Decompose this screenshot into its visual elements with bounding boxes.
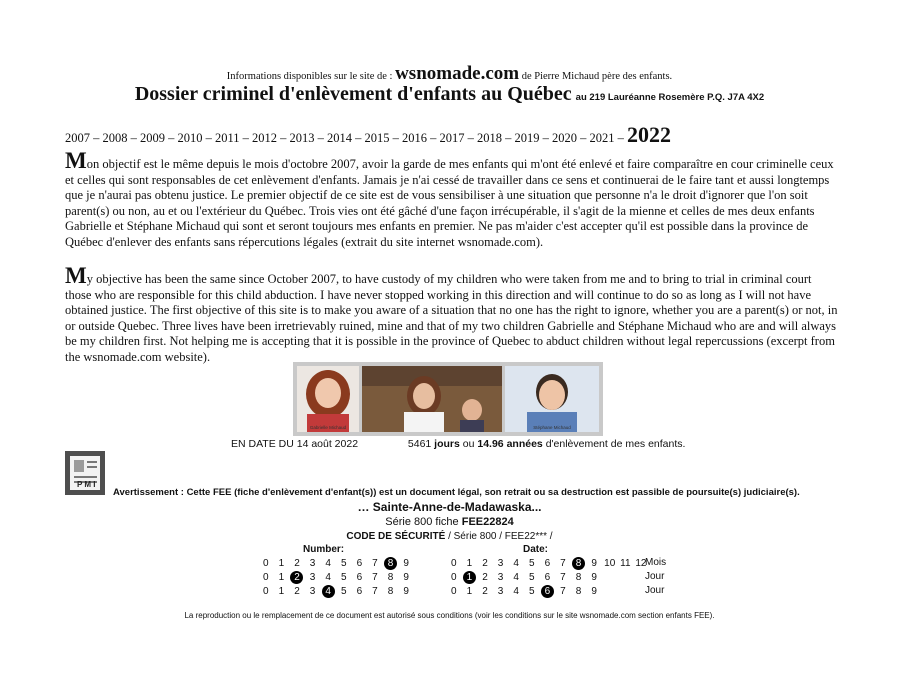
digit: 1 <box>278 558 285 569</box>
digit: 8 <box>387 572 394 583</box>
girl-portrait-image <box>297 366 359 432</box>
current-year: 2022 <box>627 122 672 147</box>
town-name: … Sainte-Anne-de-Madawaska... <box>357 500 542 514</box>
digit: 9 <box>591 558 597 569</box>
digit: 5 <box>528 586 535 597</box>
digit: 0 <box>451 558 457 569</box>
digit: 3 <box>309 558 316 569</box>
group-photo-image <box>362 366 502 432</box>
document-title <box>0 83 899 106</box>
security-code-line <box>0 531 899 542</box>
digit: 3 <box>497 572 504 583</box>
photo-stephane <box>505 366 599 432</box>
security-rest: / Série 800 / FEE22*** / <box>448 531 553 542</box>
digit-row <box>446 571 602 584</box>
selected-digit: 6 <box>541 585 554 598</box>
digit: 1 <box>466 586 473 597</box>
digit: 8 <box>575 586 582 597</box>
legal-warning: Avertissement : Cette FEE (fiche d'enlèvement d'enfant(s)) est un document légal, son retrait ou sa destruction est passible de poursuite(s) judiciaire(s). <box>113 487 800 498</box>
digit: 7 <box>560 572 566 583</box>
selected-digit: 4 <box>322 585 335 598</box>
digit: 10 <box>604 558 616 569</box>
digit: 2 <box>482 558 488 569</box>
years-line <box>65 122 671 148</box>
years-list: 2007 – 2008 – 2009 – 2010 – 2011 – 2012 – 2013 – 2014 – 2015 – 2016 – 2017 – 2018 – 2019 – 2020 – 2021 – <box>65 131 624 145</box>
digit: 12 <box>635 558 647 569</box>
days-count: 5461 <box>407 438 432 450</box>
digit: 9 <box>403 572 409 583</box>
site-link[interactable]: wsnomade.com <box>395 63 520 84</box>
digit: 1 <box>278 572 285 583</box>
date-label: EN DATE DU 14 août 2022 <box>231 438 359 450</box>
abduction-duration-line <box>231 438 685 450</box>
caption-stephane: Stéphane Michaud <box>533 425 571 430</box>
intro-before: Informations disponibles sur le site de : <box>226 71 393 82</box>
number-label: Number: <box>303 544 345 555</box>
serie-line <box>0 516 899 528</box>
digit: 9 <box>403 558 409 569</box>
digit: 8 <box>387 586 394 597</box>
digit-row <box>258 571 414 584</box>
children-photo-strip <box>293 362 603 436</box>
digit: 6 <box>356 558 363 569</box>
photo-gabrielle <box>297 366 359 432</box>
digit: 3 <box>309 586 316 597</box>
digit: 7 <box>372 572 378 583</box>
digit-row <box>258 557 414 570</box>
digit: 4 <box>513 586 519 597</box>
paragraph-text: y objective has been the same since October 2007, to have custody of my children who were taken from me and to bring to trial in criminal court those who are responsible for this child abduction. I have never stopped working in this direction and will continue to do so as long as I will not have obtained justice. The first objective of this site is to make you aware of a situation that no one has the right to ignore, whether you are a parent(s) or not, in or outside Quebec. Three lives have been irretrievably ruined, mine and that of my two children Gabrielle and Stéphane Michaud who are and will always be my children first. Not helping me is accepting that it is possible in the province of Quebec to abduct children without legal repercussions (excerpt from the wsnomade.com website). <box>65 272 838 364</box>
digit: 4 <box>325 558 331 569</box>
security-label: CODE DE SÉCURITÉ <box>346 531 446 542</box>
drop-cap: M <box>65 148 87 173</box>
english-paragraph <box>65 263 840 366</box>
digit: 5 <box>528 558 535 569</box>
footer-note: La reproduction ou le remplacement de ce document est autorisé sous conditions (voir les conditions sur le site wsnomade.com section enfants FEE). <box>184 611 715 620</box>
digit: 9 <box>591 572 597 583</box>
digit: 8 <box>575 572 582 583</box>
caption-gabrielle: Gabrielle Michaud <box>309 425 347 430</box>
digit: 3 <box>497 558 504 569</box>
digit-row <box>446 557 649 570</box>
digit: 5 <box>340 572 347 583</box>
digit: 4 <box>325 572 331 583</box>
digit: 0 <box>263 558 269 569</box>
selected-digit: 1 <box>463 571 476 584</box>
serie-prefix: Série 800 fiche <box>385 516 459 528</box>
selected-digit: 8 <box>572 557 585 570</box>
digit: 3 <box>497 586 504 597</box>
drop-cap: M <box>65 263 87 288</box>
fee-logo <box>65 451 105 495</box>
intro-line <box>0 63 899 85</box>
digit: 6 <box>356 572 363 583</box>
years-count: 14.96 années <box>477 438 543 450</box>
french-paragraph <box>65 148 840 251</box>
digit: 0 <box>263 586 269 597</box>
boy-portrait-image <box>505 366 599 432</box>
digit: 9 <box>403 586 409 597</box>
days-word: jours <box>434 438 460 450</box>
digit: 5 <box>340 586 347 597</box>
digit: 2 <box>482 586 488 597</box>
date-unit-label: Mois <box>645 557 667 568</box>
digit: 7 <box>560 586 566 597</box>
serie-code: FEE22824 <box>461 516 514 528</box>
paragraph-text: on objectif est le même depuis le mois d'octobre 2007, avoir la garde de mes enfants qui m'ont été enlevé et faire comparaître en cour criminelle ceux et celles qui sont responsables de cet enlèvement d'enfants. Jamais je n'ai cessé de travailler dans ce sens et continuerai de le faire tant et aussi longtemps que je n'aurai pas obtenu justice. Le premier objectif de ce site est de vous sensibiliser à une situation que personne n'a le droit d'ignorer que l'on soit parent(s) ou non, au et ou l'extérieur du Québec. Trois vies ont été gâché d'une façon irrécupérable, il s'agit de la mienne et celles de mes deux enfants Gabrielle et Stéphane Michaud qui sont et seront toujours mes enfants en premier. Ne pas m'aider c'est accepter qu'il est possible dans la province de Québec d'enlever des enfants sans répercutions légales (extrait du site internet wsnomade.com). <box>65 157 834 249</box>
date-unit-label: Jour <box>645 571 665 582</box>
digit: 5 <box>528 572 535 583</box>
digit: 0 <box>263 572 269 583</box>
logo-letters: P M I <box>77 480 96 489</box>
duration-suffix: d'enlèvement de mes enfants. <box>545 438 686 450</box>
digit: 6 <box>544 558 551 569</box>
digit: 9 <box>591 586 597 597</box>
digit: 11 <box>620 558 631 569</box>
title-text: Dossier criminel d'enlèvement d'enfants au Québec <box>134 83 572 105</box>
digit: 4 <box>513 558 519 569</box>
selected-digit: 2 <box>290 571 303 584</box>
address-text: au 219 Lauréanne Rosemère P.Q. J7A 4X2 <box>575 92 765 103</box>
photo-group <box>362 366 502 432</box>
digit: 4 <box>513 572 519 583</box>
digit: 3 <box>309 572 316 583</box>
digit: 7 <box>372 586 378 597</box>
digit: 2 <box>482 572 488 583</box>
digit: 6 <box>544 572 551 583</box>
digit: 2 <box>294 558 300 569</box>
selected-digit: 8 <box>384 557 397 570</box>
digit-row <box>258 585 414 598</box>
digit: 5 <box>340 558 347 569</box>
date-label-header: Date: <box>523 544 549 555</box>
date-unit-label: Jour <box>645 585 665 596</box>
digit: 1 <box>466 558 473 569</box>
digit: 0 <box>451 572 457 583</box>
digit: 1 <box>278 586 285 597</box>
digit: 0 <box>451 586 457 597</box>
digit: 7 <box>372 558 378 569</box>
digit: 7 <box>560 558 566 569</box>
or-word: ou <box>462 438 475 450</box>
digit: 2 <box>294 586 300 597</box>
document-logo-icon <box>65 451 105 495</box>
intro-after: de Pierre Michaud père des enfants. <box>521 71 673 82</box>
digit-row <box>446 585 602 598</box>
digit: 6 <box>356 586 363 597</box>
